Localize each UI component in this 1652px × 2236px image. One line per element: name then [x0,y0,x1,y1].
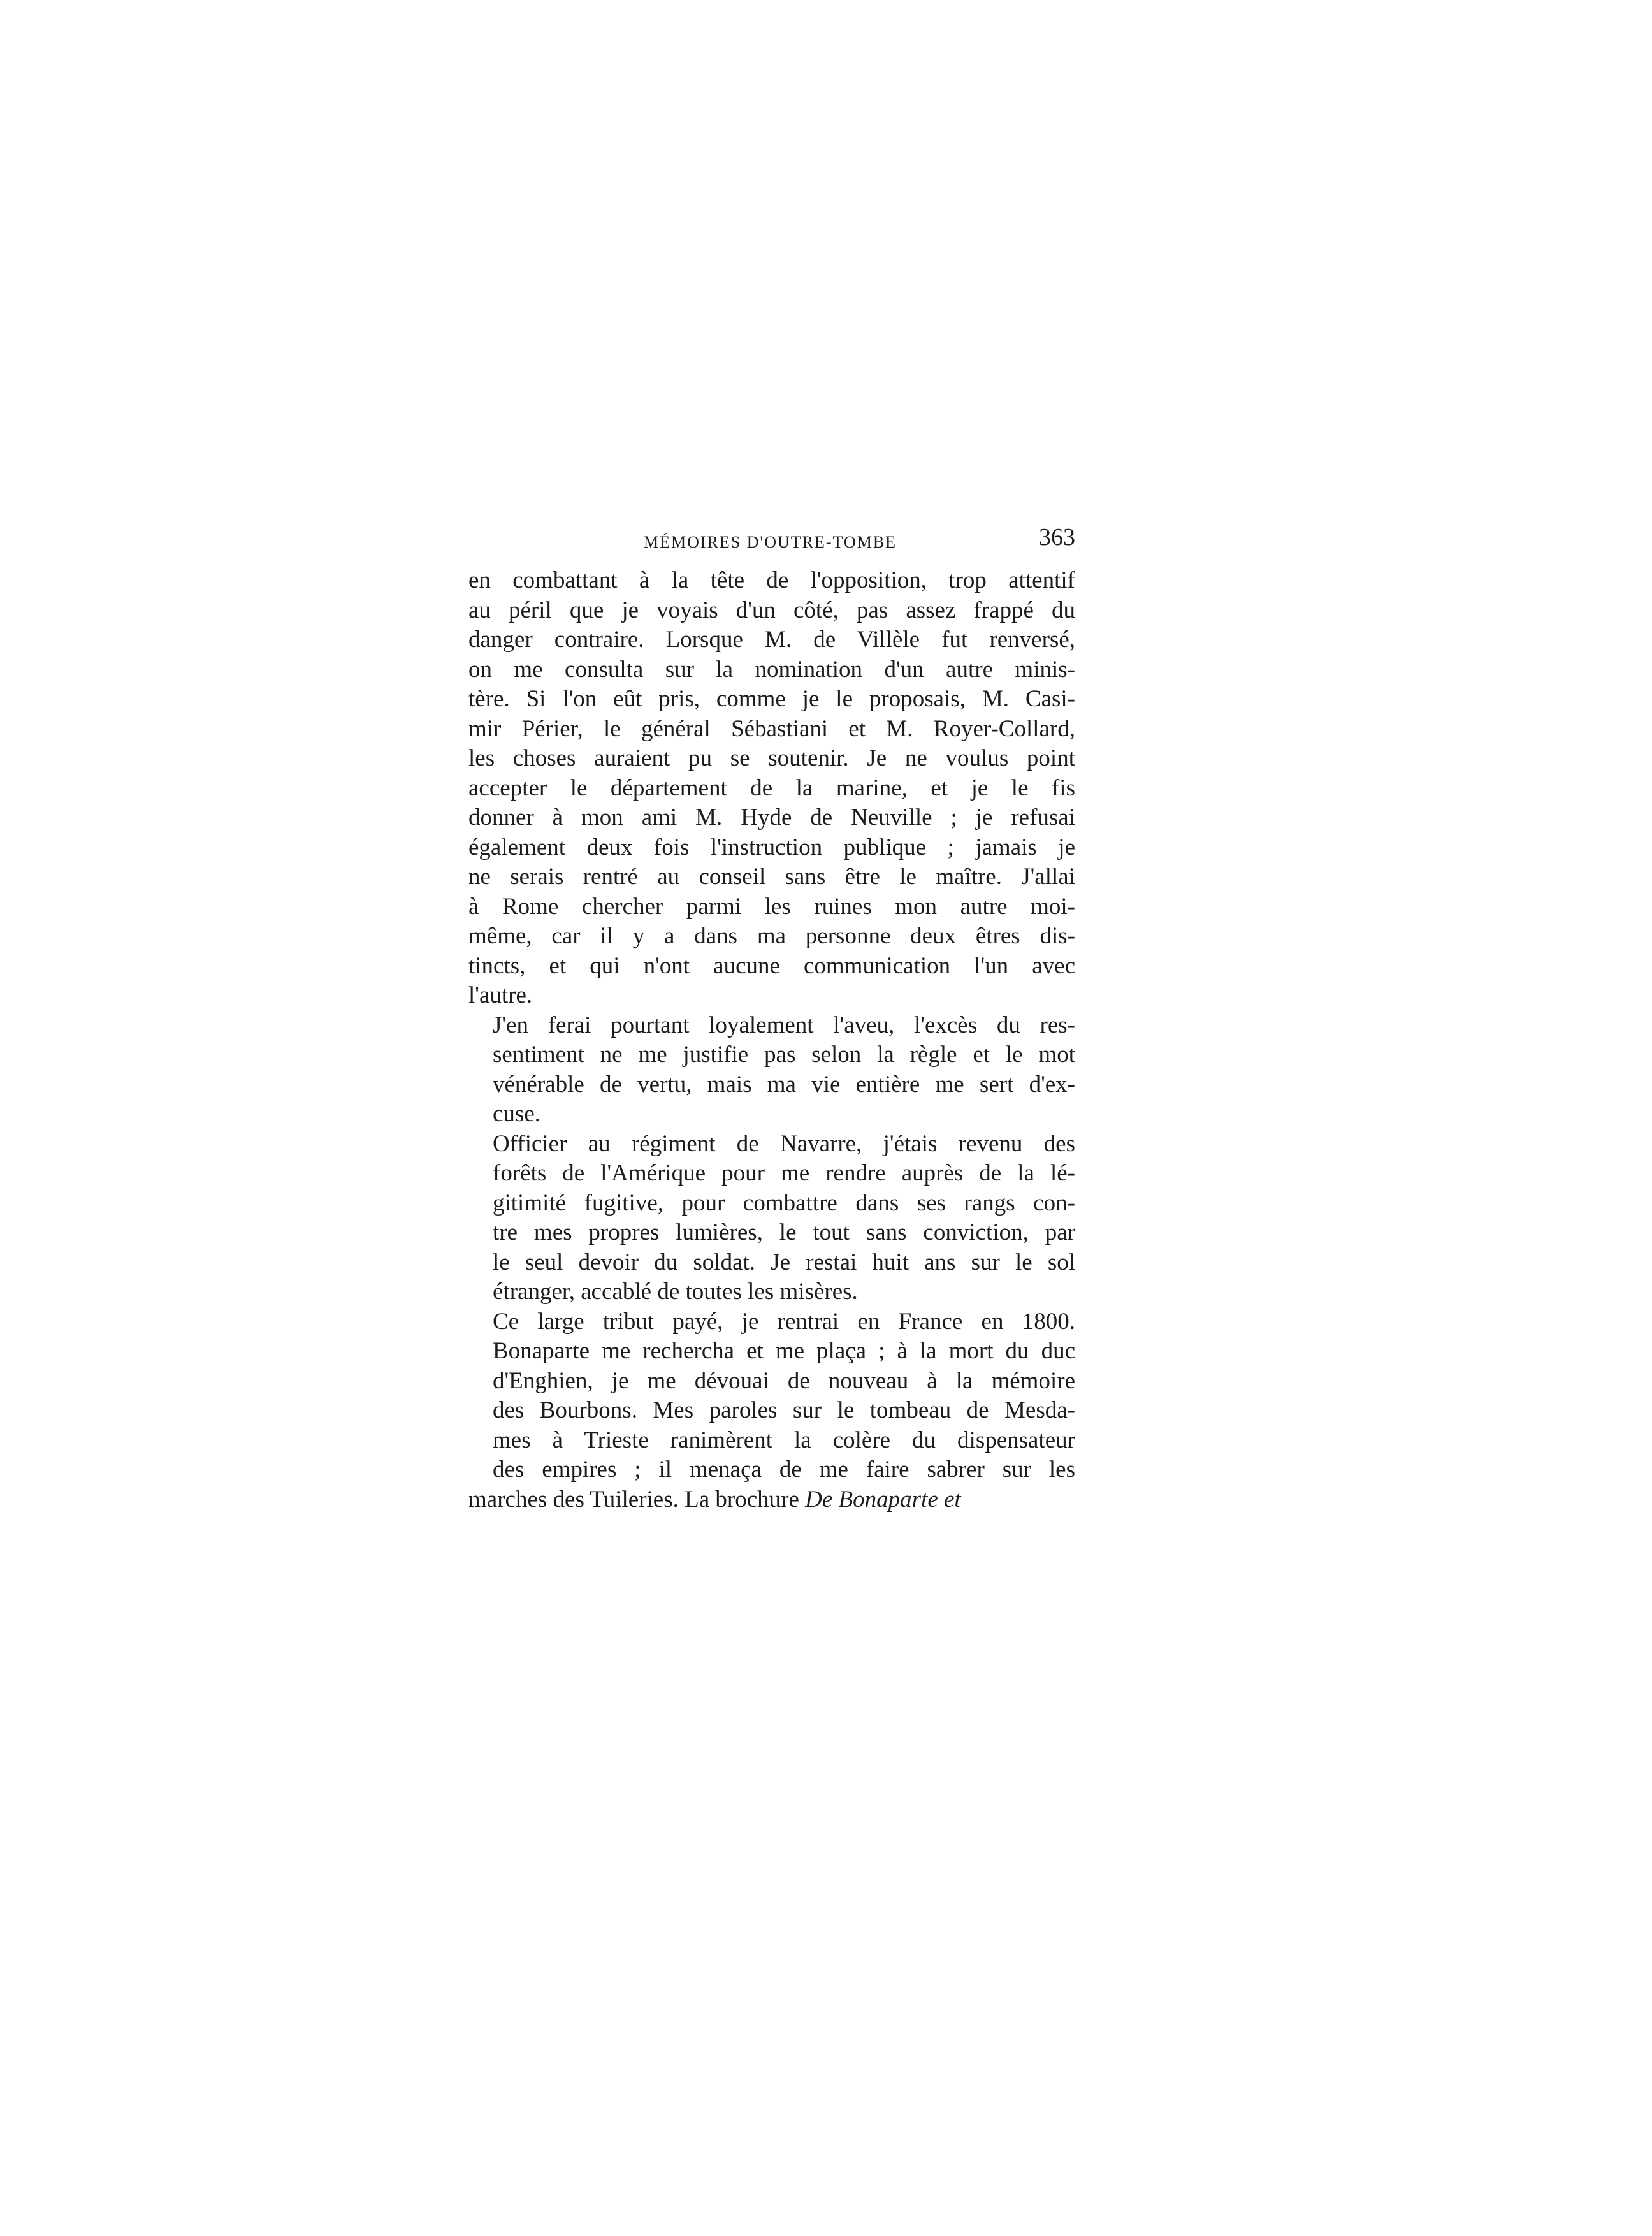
text-line: tincts, et qui n'ont aucune communication l'un avec [468,952,1075,979]
running-title: MÉMOIRES D'OUTRE-TOMBE [644,533,897,551]
text-line: le seul devoir du soldat. Je restai huit ans sur le sol [493,1249,1075,1275]
text-line: les choses auraient pu se soutenir. Je ne voulus point [468,745,1075,771]
text-line: tre mes propres lumières, le tout sans conviction, par [493,1219,1075,1245]
paragraph [468,566,1075,1011]
text-line: même, car il y a dans ma personne deux êtres dis- [468,923,1075,949]
text-line: également deux fois l'instruction publique ; jamais je [468,834,1075,860]
running-head [468,523,1075,566]
text-line: ne serais rentré au conseil sans être le maître. J'allai [468,864,1075,890]
text-line: on me consulta sur la nomination d'un autre minis- [468,656,1075,683]
paragraph [468,1011,1075,1129]
italic-title: De Bonaparte et [805,1486,961,1513]
text-line: des Bourbons. Mes paroles sur le tombeau de Mesda- [493,1397,1075,1423]
text-line: des empires ; il menaça de me faire sabrer sur les [493,1456,1075,1483]
text-line: cuse. [493,1101,540,1127]
text-line: marches des Tuileries. La brochure De Bonaparte et [468,1486,961,1513]
text-line: vénérable de vertu, mais ma vie entière me sert d'ex- [493,1071,1075,1098]
page-number: 363 [1039,524,1075,551]
text-line: J'en ferai pourtant loyalement l'aveu, l'excès du res- [493,1012,1075,1038]
text-line: accepter le département de la marine, et je le fis [468,774,1075,801]
text-line: donner à mon ami M. Hyde de Neuville ; je refusai [468,804,1075,831]
text-line: danger contraire. Lorsque M. de Villèle fut renversé, [468,627,1075,653]
body-text [468,566,1075,1485]
text-line: au péril que je voyais d'un côté, pas assez frappé du [468,597,1075,623]
text-line: d'Enghien, je me dévouai de nouveau à la mémoire [493,1367,1075,1394]
text-line: Bonaparte me rechercha et me plaça ; à la mort du duc [493,1338,1075,1364]
text-line: sentiment ne me justifie pas selon la règle et le mot [493,1042,1075,1068]
text-line: forêts de l'Amérique pour me rendre auprès de la lé- [493,1160,1075,1186]
text-line: étranger, accablé de toutes les misères. [493,1279,858,1305]
text-line: mir Périer, le général Sébastiani et M. Royer-Collard, [468,715,1075,742]
paragraph [468,1129,1075,1307]
text-line: à Rome chercher parmi les ruines mon autre moi- [468,893,1075,920]
text-line: l'autre. [468,982,533,1008]
text-line: gitimité fugitive, pour combattre dans ses rangs con- [493,1189,1075,1216]
text-block [468,523,1075,1514]
text-line: tère. Si l'on eût pris, comme je le proposais, M. Casi- [468,686,1075,712]
text-line: en combattant à la tête de l'opposition, trop attentif [468,567,1075,593]
text-line: Ce large tribut payé, je rentrai en France en 1800. [493,1308,1075,1335]
text-line: Officier au régiment de Navarre, j'étais revenu des [493,1130,1075,1157]
final-paragraph-line [468,1485,1075,1515]
paragraph [468,1307,1075,1485]
text-line: mes à Trieste ranimèrent la colère du dispensateur [493,1427,1075,1453]
